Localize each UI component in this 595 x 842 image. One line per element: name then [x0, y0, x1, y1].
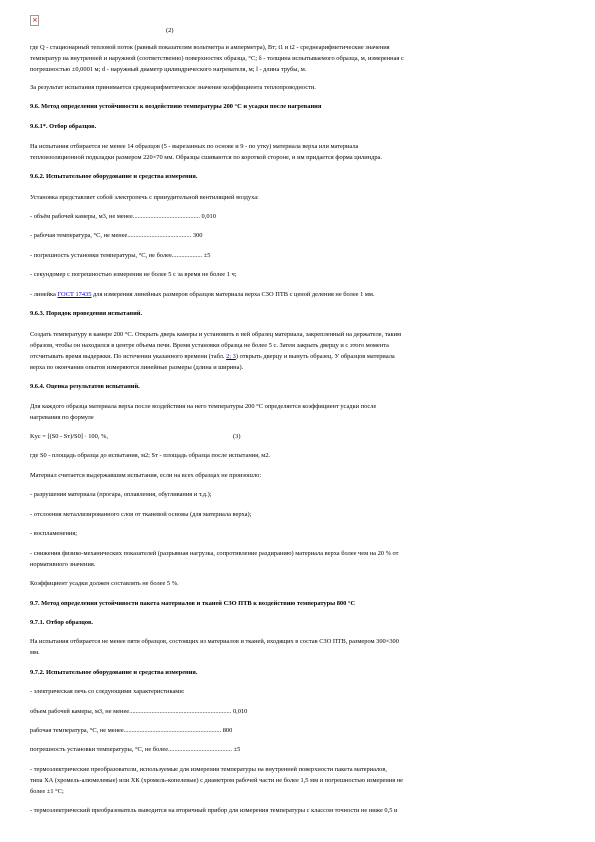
paragraph: Создать температуру в камере 200 °С. Открыть дверь камеры и установить в ней образец материала, закрепленный на держателе, таким: [30, 331, 402, 338]
list-item: объем рабочей камеры, м3, не менее................................................................ 0,010: [30, 708, 248, 715]
paragraph: где S0 - площадь образца до испытания, м2; Sт - площадь образца после испытания, м2.: [30, 452, 271, 459]
paragraph: где Q - стационарный тепловой поток (равный показателям вольтметра и амперметра), Вт; t1 и t2 - среднеарифметические значения: [30, 44, 390, 51]
list-item: - электрическая печь со следующими характеристиками:: [30, 688, 185, 695]
paragraph: теплоизоляционной подкладки размером 220×70 мм. Образцы сшиваются по короткой стороне, и им придается форма цилиндра.: [30, 154, 382, 161]
equation-number: (3): [233, 433, 241, 440]
table-link[interactable]: 2; 3: [226, 353, 236, 360]
paragraph: Для каждого образца материала верха после воздействия на него температуры 200 °С определяется коэффициент усадки после: [30, 403, 377, 410]
subsection-heading: 9.7.2. Испытательное оборудование и средства измерения.: [30, 669, 198, 676]
paragraph: погрешностью ±0,0001 м; d - наружный диаметр цилиндрического нагревателя, м; l - длина трубы, м.: [30, 66, 307, 73]
paragraph-text: отсчитывать время выдержки. По истечении указанного времени (табл.: [30, 353, 227, 360]
paragraph: температур на внутренней и наружной (соответственно) поверхностях образца, °С; δ - толщина испытываемого образца, м, измеренная с: [30, 55, 404, 62]
equation-number: (2): [166, 27, 174, 34]
broken-image-icon: ×: [32, 16, 38, 24]
list-item: - воспламенения;: [30, 530, 78, 537]
list-item: погрешность установки температуры, °С, не более........................................ ±5: [30, 746, 241, 753]
list-item: - погрешность установки температуры, °С, не более................... ±5: [30, 252, 211, 259]
list-item: - рабочая температура, °С, не менее........................................ 300: [30, 232, 203, 239]
subsection-heading: 9.6.3. Порядок проведения испытаний.: [30, 310, 143, 317]
list-item: - объём рабочей камеры, м3, не менее.......................................... 0,010: [30, 213, 216, 220]
list-item-text: для измерения линейных размеров образцов материала верха СЗО ПТВ с ценой деления не более 1 мм.: [91, 291, 375, 298]
list-item: - отслоения металлизированного слоя от тканевой основы (для материала верха);: [30, 511, 252, 518]
list-item: - секундомер с погрешностью измерения не более 5 с за время не более 1 ч;: [30, 271, 237, 278]
list-item: [30, 291, 570, 299]
paragraph: образом, чтобы он находился в центре объема печи. Время установки образца не более 5 с. Затем закрыть дверцу и с этого момента: [30, 342, 389, 349]
paragraph: мм.: [30, 649, 40, 656]
list-item: рабочая температура, °С, не менее............................................................. 800: [30, 727, 233, 734]
list-item-text: - линейка: [30, 291, 58, 298]
subsection-heading: 9.6.4. Оценка результатов испытаний.: [30, 383, 140, 390]
section-heading: 9.6. Метод определения устойчивости к воздействию температуры 200 °С и усадки после нагревания: [30, 103, 322, 110]
subsection-heading: 9.6.2. Испытательное оборудование и средства измерения.: [30, 173, 198, 180]
paragraph: [30, 353, 570, 361]
paragraph: Коэффициент усадки должен составлять не более 5 %.: [30, 580, 179, 587]
paragraph: На испытания отбирается не менее 14 образцов (5 - вырезанных по основе и 9 - по утку) материала верха или материала: [30, 143, 359, 150]
paragraph: верха по окончании опытов измеряются линейные размеры (длина и ширина).: [30, 364, 244, 371]
list-item: - термоэлектрический преобразователь выводится на вторичный прибор для измерения температуры с классом точности не ниже 0,5 и: [30, 807, 398, 814]
list-item: - термоэлектрические преобразователи, используемые для измерения температуры на внутренней поверхности пакета материалов,: [30, 766, 387, 773]
paragraph: Материал считается выдержавшим испытания, если на всех образцах не произошло:: [30, 472, 262, 479]
paragraph: нагревания по формуле: [30, 414, 94, 421]
paragraph: Установка представляет собой электропечь с принудительной вентиляцией воздуха:: [30, 194, 259, 201]
list-item: типа ХА (хромель-алюмелевые) или ХК (хромель-копелевые) с диаметром рабочей части не более 1,5 мм и погрешностью измерения не: [30, 777, 404, 784]
paragraph-text: ) открыть дверцу и вынуть образец. У образцов материала: [235, 353, 395, 360]
list-item: - снижения физико-механических показателей (разрывная нагрузка, сопротивление раздиранию) материала верха более чем на 20 % от: [30, 550, 399, 557]
gost-link[interactable]: ГОСТ 17435: [57, 291, 92, 298]
list-item: более ±1 °С;: [30, 788, 64, 795]
paragraph: За результат испытания принимается среднеарифметическое значение коэффициента теплопроводности.: [30, 84, 316, 91]
subsection-heading: 9.6.1*. Отбор образцов.: [30, 123, 97, 130]
section-heading: 9.7. Метод определения устойчивости пакета материалов и тканей СЗО ПТВ к воздействию температуры 800 °С: [30, 600, 356, 607]
subsection-heading: 9.7.1. Отбор образцов.: [30, 619, 94, 626]
list-item: - разрушения материала (прогара, оплавления, обугливания и т.д.);: [30, 491, 212, 498]
formula: Kус = [(S0 - Sт)/S0] · 100, %,: [30, 433, 108, 440]
list-item: нормативного значения.: [30, 561, 96, 568]
paragraph: На испытания отбирается не менее пяти образцов, состоящих из материалов и тканей, входящих в состав СЗО ПТВ, размером 300×300: [30, 638, 399, 645]
